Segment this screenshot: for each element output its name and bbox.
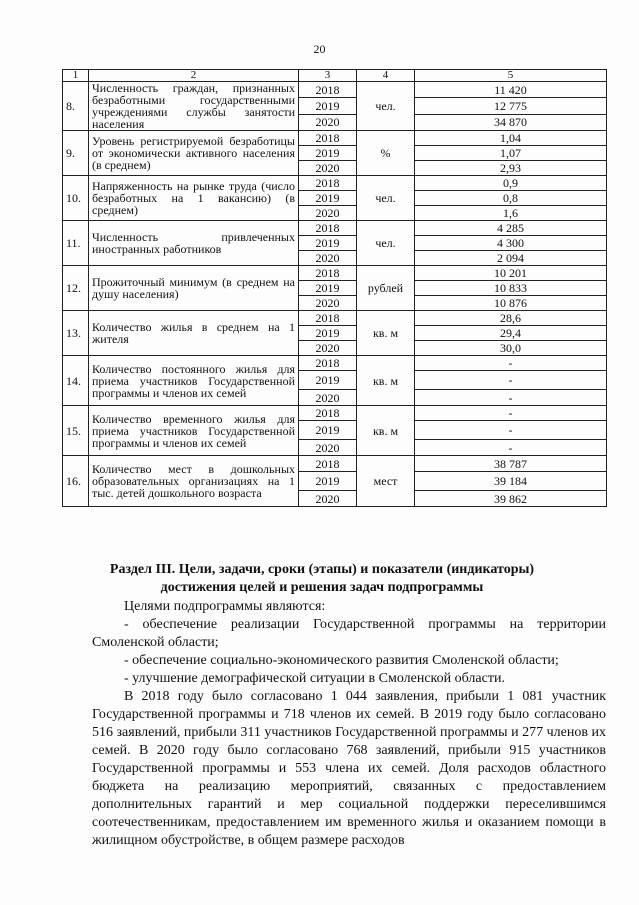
value-cell: 4 285 xyxy=(415,221,607,236)
indicators-table xyxy=(62,69,607,507)
year-cell: 2020 xyxy=(299,491,357,507)
unit-cell: мест xyxy=(357,456,415,507)
value-cell: 10 833 xyxy=(415,281,607,296)
indicator-name: Прожиточный минимум (в среднем на душу населения) xyxy=(89,266,299,311)
value-cell: 12 775 xyxy=(415,98,607,114)
indicator-name: Уровень регистрируемой безработицы от экономически активного населения (в среднем) xyxy=(89,131,299,176)
value-cell: 4 300 xyxy=(415,236,607,251)
indicator-name: Количество временного жилья для приема участников Государственной программы и членов их семей xyxy=(89,406,299,456)
row-number: 12. xyxy=(63,266,89,311)
section-title xyxy=(72,561,572,597)
section-title-line-1: Раздел III. Цели, задачи, сроки (этапы) и показатели (индикаторы) xyxy=(109,562,535,577)
table-row xyxy=(63,221,607,236)
table-header-row xyxy=(63,70,607,82)
value-cell: - xyxy=(415,390,607,406)
value-cell: - xyxy=(415,440,607,456)
year-cell: 2020 xyxy=(299,251,357,266)
year-cell: 2018 xyxy=(299,311,357,326)
year-cell: 2019 xyxy=(299,98,357,114)
row-number: 8. xyxy=(63,82,89,131)
value-cell: 0,9 xyxy=(415,176,607,191)
year-cell: 2018 xyxy=(299,456,357,472)
row-number: 14. xyxy=(63,356,89,406)
unit-cell: чел. xyxy=(357,176,415,221)
year-cell: 2018 xyxy=(299,221,357,236)
header-col-1: 1 xyxy=(63,70,89,82)
year-cell: 2018 xyxy=(299,131,357,146)
value-cell: - xyxy=(415,406,607,421)
year-cell: 2019 xyxy=(299,146,357,161)
value-cell: 11 420 xyxy=(415,82,607,98)
table-row xyxy=(63,356,607,371)
value-cell: 29,4 xyxy=(415,326,607,341)
indicator-name: Количество мест в дошкольных образовательных организациях на 1 тыс. детей дошкольного возраста xyxy=(89,456,299,507)
year-cell: 2020 xyxy=(299,114,357,130)
year-cell: 2019 xyxy=(299,371,357,390)
year-cell: 2020 xyxy=(299,390,357,406)
table-row xyxy=(63,406,607,421)
value-cell: 34 870 xyxy=(415,114,607,130)
value-cell: - xyxy=(415,421,607,440)
row-number: 15. xyxy=(63,406,89,456)
value-cell: - xyxy=(415,356,607,371)
year-cell: 2019 xyxy=(299,191,357,206)
value-cell: 1,6 xyxy=(415,206,607,221)
value-cell: 0,8 xyxy=(415,191,607,206)
unit-cell: кв. м xyxy=(357,356,415,406)
goals-intro: Целями подпрограммы являются: xyxy=(124,599,326,614)
value-cell: 2,93 xyxy=(415,161,607,176)
year-cell: 2019 xyxy=(299,472,357,491)
table-row xyxy=(63,82,607,98)
indicator-name: Количество жилья в среднем на 1 жителя xyxy=(89,311,299,356)
value-cell: 28,6 xyxy=(415,311,607,326)
unit-cell: кв. м xyxy=(357,311,415,356)
goal-item: - обеспечение реализации Государственной программы на территории Смоленской области; xyxy=(92,617,606,650)
table-row xyxy=(63,311,607,326)
header-col-4: 4 xyxy=(357,70,415,82)
value-cell: 39 184 xyxy=(415,472,607,491)
row-number: 16. xyxy=(63,456,89,507)
year-cell: 2018 xyxy=(299,82,357,98)
statistics-paragraph: В 2018 году было согласовано 1 044 заявления, прибыли 1 081 участник Государственной программы и 718 членов их семей. В 2019 году было согласовано 516 заявлений, прибыли 311 участников Государственной программы и 277 членов их семей. В 2020 году было согласовано 768 заявлений, прибыли 915 участников Государственной программы и 553 члена их семей. Доля расходов областного бюджета на реализацию мероприятий, связанных с предоставлением дополнительных гарантий и мер социальной поддержки переселившимся соотечественникам, предоставлением им временного жилья и оказанием помощи в жилищном обустройстве, в общем размере расходов xyxy=(92,689,606,848)
indicator-name: Напряженность на рынке труда (число безработных на 1 вакансию) (в среднем) xyxy=(89,176,299,221)
unit-cell: чел. xyxy=(357,221,415,266)
body-text xyxy=(92,598,606,850)
row-number: 13. xyxy=(63,311,89,356)
year-cell: 2018 xyxy=(299,176,357,191)
value-cell: 39 862 xyxy=(415,491,607,507)
year-cell: 2019 xyxy=(299,326,357,341)
header-col-3: 3 xyxy=(299,70,357,82)
year-cell: 2019 xyxy=(299,421,357,440)
year-cell: 2019 xyxy=(299,281,357,296)
goal-item: - улучшение демографической ситуации в Смоленской области. xyxy=(124,671,505,686)
table-row xyxy=(63,266,607,281)
section-title-line-2: достижения целей и решения задач подпрограммы xyxy=(160,580,484,595)
year-cell: 2018 xyxy=(299,356,357,371)
table-body xyxy=(63,82,607,507)
year-cell: 2018 xyxy=(299,266,357,281)
value-cell: 2 094 xyxy=(415,251,607,266)
year-cell: 2019 xyxy=(299,236,357,251)
value-cell: 1,04 xyxy=(415,131,607,146)
row-number: 11. xyxy=(63,221,89,266)
year-cell: 2018 xyxy=(299,406,357,421)
goal-item: - обеспечение социально-экономического развития Смоленской области; xyxy=(124,653,559,668)
unit-cell: кв. м xyxy=(357,406,415,456)
value-cell: 1,07 xyxy=(415,146,607,161)
value-cell: 10 876 xyxy=(415,296,607,311)
page-number: 20 xyxy=(313,42,326,56)
value-cell: 10 201 xyxy=(415,266,607,281)
header-col-5: 5 xyxy=(415,70,607,82)
unit-cell: чел. xyxy=(357,82,415,131)
year-cell: 2020 xyxy=(299,296,357,311)
unit-cell: % xyxy=(357,131,415,176)
year-cell: 2020 xyxy=(299,341,357,356)
header-col-2: 2 xyxy=(89,70,299,82)
row-number: 10. xyxy=(63,176,89,221)
year-cell: 2020 xyxy=(299,161,357,176)
row-number: 9. xyxy=(63,131,89,176)
indicator-name: Количество постоянного жилья для приема участников Государственной программы и членов их семей xyxy=(89,356,299,406)
indicator-name: Численность привлеченных иностранных работников xyxy=(89,221,299,266)
table-row xyxy=(63,131,607,146)
value-cell: 30,0 xyxy=(415,341,607,356)
table-row xyxy=(63,176,607,191)
indicator-name: Численность граждан, признанных безработными государственными учреждениями службы занятости населения xyxy=(89,82,299,131)
unit-cell: рублей xyxy=(357,266,415,311)
table-row xyxy=(63,456,607,472)
value-cell: 38 787 xyxy=(415,456,607,472)
value-cell: - xyxy=(415,371,607,390)
year-cell: 2020 xyxy=(299,440,357,456)
year-cell: 2020 xyxy=(299,206,357,221)
